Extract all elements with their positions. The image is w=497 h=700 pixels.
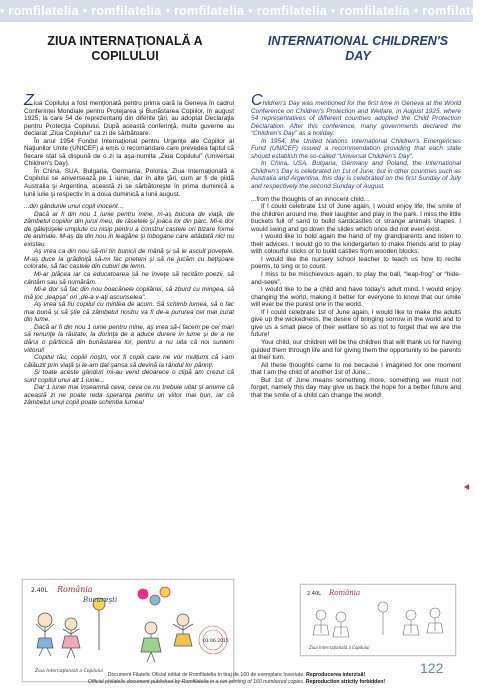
en-paragraph-11: Your child, our children will be the children that will thank us for having guided them through life and for giving them the opportunity to be parents at their turn. (251, 338, 461, 362)
en-paragraph-5: If I could celebrate 1st of June again, I would enjoy life, the smile of the children around me, their laughter and play in the park. I miss the little buckets full of sand to build sandcastles or strange animals shapes. I would swing and go down the slides which once did not even exist. (251, 203, 461, 233)
en-paragraph-12: All these thoughts came to me because I imagined for one moment that I am the child of another 1st of June... (251, 361, 461, 377)
en-paragraph-3: In China, USA, Bulgaria, Germany and Poland, the International Children's Day is celebrated on 1st of June, but in other countries such as Australia and Argentina, this day is celebrated on the first Sunday of July and respectively the second Sunday of August. (251, 160, 461, 191)
en-paragraph-10: If I could celebrate 1st of June again, I would like to make the adults give up the wickedness, the desire of bringing sorrow in the world and to give us a small piece of their welfare so as not to forget that we are the future! (251, 308, 461, 339)
footer-ro-text: Document Filatelic Oficial editat de Romfilatelia în tiraj de 160 de exemplare înseriate. (107, 672, 307, 678)
ro-paragraph-4: ...din gândurile unui copil inocent… (24, 203, 125, 211)
ro-paragraph-13: Dar 1 iunie mai înseamnă ceva, ceva ce nu trebuie uitat şi anume că această zi ne poate reda speranţa pentru un viitor mai bun, iar că zâmbetul unui copil poate schimba lumea! (24, 384, 234, 407)
stamp-word: Bucureşti (83, 596, 118, 604)
ro-paragraph-2: În anul 1954 Fondul Internaţional pentru Urgenţe ale Copiilor al Naţiunilor Unite (UNICEF) a emis o recomandare care prevedea faptul că fiecare stat să dispună de o zi la aşa-numita „Ziua Copilului” (Universal Children's Day). (24, 137, 234, 168)
banner-text: • romfilatelia (0, 4, 79, 18)
ro-paragraph-11: Copilul tău, copilii noştri, vor fi copiii care ne vor mulţumi că i-am călăuzit prin viaţă şi le-am dat şansa să devină la rândul lor părinţi. (24, 354, 234, 369)
stamp-value: 2.40L (31, 587, 48, 594)
stamp-right-country: România (329, 589, 361, 597)
romanian-column (24, 92, 234, 407)
ro-paragraph-6: Aş vrea ca din nou să-mi tin bunicii de mână şi să le ascult poveţele. M-aş duce la grădiniţă să-mi fac prieteni şi să ne jucăm cu beţişoare colorate, să fac castele din cuburi de lemn. (24, 248, 234, 271)
en-paragraph-13: But 1st of June means something more, something we must not forget, namely this day may give us back the hope for a better future and that the smile of a child can change the world! (251, 376, 461, 399)
ro-paragraph-8: Mi-e dor să fac din nou boacănele copilăriei, să zburd cu mingea, să mă joc „leapşa” ori „de-a v-aţi ascunselea”. (24, 286, 234, 301)
footer-en-text: Official philatelic document published by Romfilatelia in a run printing of 160 numbered copies. (87, 679, 306, 685)
stamp-outline-drawing (300, 584, 456, 656)
stamp-caption: Ziua Internaţională a Copilului (35, 669, 104, 674)
footer-notice (0, 672, 473, 686)
dropcap-c: C (251, 92, 263, 109)
banner-text: • romfilatelia (165, 4, 245, 18)
en-paragraph-1: hildren's Day was mentioned for the first time in Geneva at the World Conference on Children's Protection and Welfare, in August 1925, where 54 representatives of different countries adopted the Child Protection Declaration. After this conference, many governments declared the “Children's Day” as a holiday. (251, 100, 461, 138)
stamp-right-value: 2.40L (307, 591, 321, 597)
page-number: 122 (420, 660, 444, 676)
en-paragraph-6: I would like to hold again the hand of my grandparents and listen to their advices. I would go to the kindergarten to make friends and to play with colourful sticks or to build castles from wooden blocks. (251, 233, 461, 256)
ro-paragraph-5: Dacă ar fi din nou 1 iunie pentru mine, m-aş bucura de viaţă, de zâmbetul copiilor din jurul meu, de râsetele şi joaca lor din parc. Mi-e dor de găleţuşele umplute cu nisip pentru a construi castele ori bizare forme de animale. M-aş da din nou în leagăne şi tobogane care altădată nici nu existau. (24, 210, 234, 248)
en-paragraph-7: I would like the nursery school teacher to teach us how to recite poems, to sing or to count. (251, 255, 461, 271)
english-column (251, 92, 461, 399)
banner-text: • romfilatelia (248, 4, 327, 18)
first-day-cover-stamp (22, 579, 234, 682)
stamp-date: 01.06.2015 (203, 639, 229, 644)
en-paragraph-4: ...from the thoughts of an innocent child… (251, 195, 371, 203)
stamp-country: România (57, 585, 93, 594)
stamp-right-caption: Ziua Internaţională a Copilului (309, 645, 370, 650)
footer-en-bold: Reproduction strictly forbidden! (305, 679, 386, 685)
ro-paragraph-9: Aş vrea să fiu copilul cu mintea de acum. Să schimb lumea, să o fac mai bună şi să ştie că zâmbetul nostru va fi de-a pururea cel mai curat din lume. (24, 301, 234, 324)
ro-paragraph-12: Şi toate aceste gânduri mi-au venit deoarece o clipă am crezut că sunt copilul unui alt 1 iunie... (24, 369, 234, 384)
ro-paragraph-10: Dacă ar fi din nou 1 iunie pentru mine, aş vrea să-i facem pe cei mari să renunţe la răutate, la dorinţa de a aduce durere în lume şi de a ne dărui o părticică din bunăstarea lor, pentru a nu uita că noi suntem viitorul! (24, 323, 234, 354)
romfilatelia-banner (0, 0, 493, 22)
footer-ro-bold: Reproducerea interzisă! (306, 672, 366, 678)
ro-paragraph-7: Mi-ar plăcea iar ca educatoarea să ne înveţe să recităm poezii, să cântăm sau să numărăm. (24, 271, 234, 286)
en-paragraph-2: In 1954, the United Nations International Children's Emergencies Fund (UNICEF) issued a recommendation providing that each state should establish the so-called “Universal Children's Day”. (251, 137, 461, 160)
margin-arrow-marker (464, 484, 469, 490)
en-paragraph-9: I would like to be a child and have today's adult mind. I would enjoy changing the world, making it better for everyone to know that our smile will ever be the purest one in the world. (251, 286, 461, 309)
dropcap-z: Z (24, 92, 34, 109)
stamp-illustration (23, 580, 233, 681)
en-paragraph-8: I miss to be mischievous again, to play the ball, “leap-frog” or “hide-and-seek”. (251, 271, 461, 286)
banner-text: • romfilatelia (331, 4, 410, 18)
title-romanian: ZIUA INTERNAŢIONALĂ A COPILULUI (47, 34, 203, 63)
banner-text: • romfilatelia (413, 4, 493, 18)
banner-text: • romfilatelia (82, 4, 162, 18)
title-english: INTERNATIONAL CHILDREN'S DAY (267, 34, 449, 63)
ro-paragraph-1: iua Copilului a fost menţionată pentru prima oară la Geneva în cadrul Conferinţei Mondiale pentru Protejarea şi Bunăstarea Copiilor, în august 1925, la care 54 de reprezentanţi din diferite ţări, au adoptat Declaraţia pentru Protecţia Copilului. După această conferinţă, multe guverne au declarat „Ziua Copilului” ca zi de sărbătoare. (24, 100, 234, 138)
ro-paragraph-3: În China, SUA, Bulgaria, Germania, Polonia, Ziua Internaţională a Copilului se aniversează pe 1 iunie, dar în alte ţări, cum ar fi de pildă Australia şi Argentina, această zi se sărbătoreşte în prima duminică a lunii iulie şi respectiv în a doua duminică a lunii august. (24, 167, 234, 198)
stamp-line-illustration (301, 585, 455, 655)
